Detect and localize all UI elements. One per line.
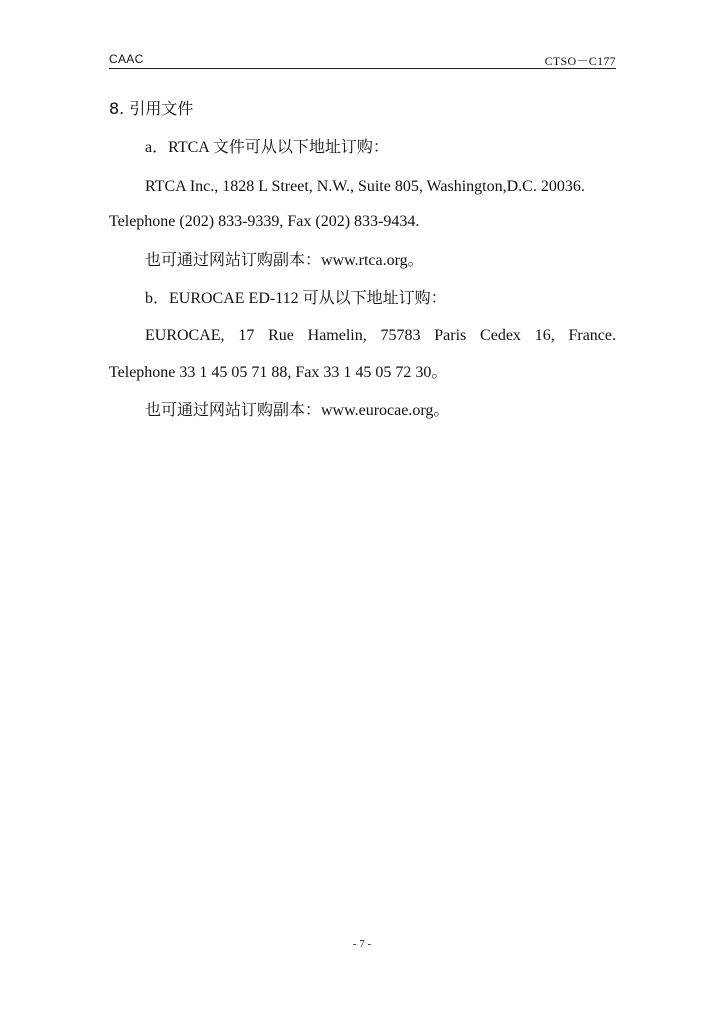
header-doc-id: CTSO－C177: [544, 54, 616, 68]
item-b-address-line2: Telephone 33 1 45 05 71 88, Fax 33 1 45 05 72 30。: [109, 364, 448, 381]
item-a-address-line2: Telephone (202) 833-9339, Fax (202) 833-9434.: [109, 213, 420, 230]
page-number: - 7 -: [352, 938, 372, 950]
item-b-address-line1: EUROCAE, 17 Rue Hamelin, 75783 Paris Cedex 16, France.: [145, 327, 616, 344]
item-b-intro: b．EUROCAE ED-112 可从以下地址订购：: [145, 290, 447, 307]
header-org: CAAC: [109, 52, 144, 66]
item-b-web: 也可通过网站订购副本：www.eurocae.org。: [145, 402, 450, 419]
item-a-address-line1: RTCA Inc., 1828 L Street, N.W., Suite 805, Washington,D.C. 20036.: [145, 178, 585, 195]
item-a-intro: a．RTCA 文件可从以下地址订购：: [145, 139, 389, 156]
section-heading: 8. 引用文件: [109, 99, 194, 118]
header-divider: [109, 68, 616, 69]
item-a-web: 也可通过网站订购副本：www.rtca.org。: [145, 252, 424, 269]
